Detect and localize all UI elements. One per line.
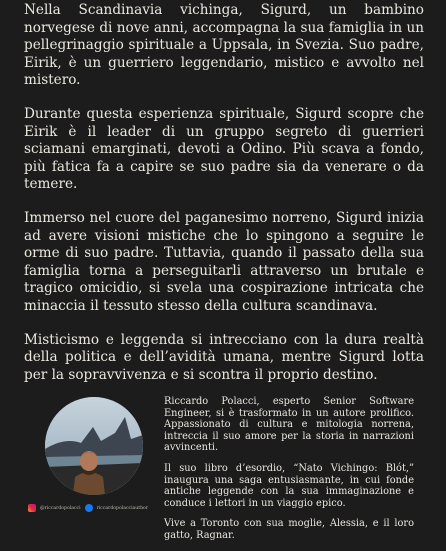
author-photo	[45, 397, 143, 495]
instagram-handle[interactable]: @riccardopolacci	[40, 505, 81, 511]
synopsis-paragraph-3: Immerso nel cuore del paganesimo norreno, Sigurd inizia ad avere visioni mistiche che lo spingono a seguire le orme di suo padre. Tuttavia, quando il passato della sua famiglia torna a perseguitarli attraverso un brutale e tragico omicidio, si svela una cospirazione intricata che minaccia il tessuto stesso della cultura scandinava.	[24, 209, 424, 314]
bio-paragraph-3: Vive a Toronto con sua moglie, Alessia, e il loro gatto, Ragnar.	[164, 518, 414, 541]
synopsis-paragraph-4: Misticismo e leggenda si intrecciano con la dura realtà della politica e dell’avidità umana, mentre Sigurd lotta per la sopravvivenza e si scontra il proprio destino.	[24, 331, 424, 383]
author-socials	[28, 504, 148, 512]
facebook-icon[interactable]	[85, 504, 93, 512]
instagram-icon[interactable]	[28, 504, 36, 512]
book-synopsis	[24, 2, 424, 400]
bio-paragraph-2: Il suo libro d’esordio, “Nato Vichingo: Blót,” inaugura una saga entusiasmante, in cui fonde antiche leggende con la sua immaginazione e conduce i lettori in un viaggio epico.	[164, 462, 414, 509]
synopsis-paragraph-1: Nella Scandinavia vichinga, Sigurd, un bambino norvegese di nove anni, accompagna la sua famiglia in un pellegrinaggio spirituale a Uppsala, in Svezia. Suo padre, Eirik, è un guerriero leggendario, mistico e avvolto nel mistero.	[24, 2, 424, 89]
synopsis-paragraph-2: Durante questa esperienza spirituale, Sigurd scopre che Eirik è il leader di un gruppo segreto di guerrieri sciamani emarginati, devoti a Odino. Più scava a fondo, più fatica fa a capire se suo padre sia da venerare o da temere.	[24, 105, 424, 193]
facebook-handle[interactable]: riccardopolacciauthor	[96, 505, 149, 511]
bio-paragraph-1: Riccardo Polacci, esperto Senior Software Engineer, si è trasformato in un autore prolifico. Appassionato di cultura e mitologia norrena, intreccia il suo amore per la storia in narrazioni avvincenti.	[164, 396, 414, 454]
author-bio	[164, 396, 414, 551]
